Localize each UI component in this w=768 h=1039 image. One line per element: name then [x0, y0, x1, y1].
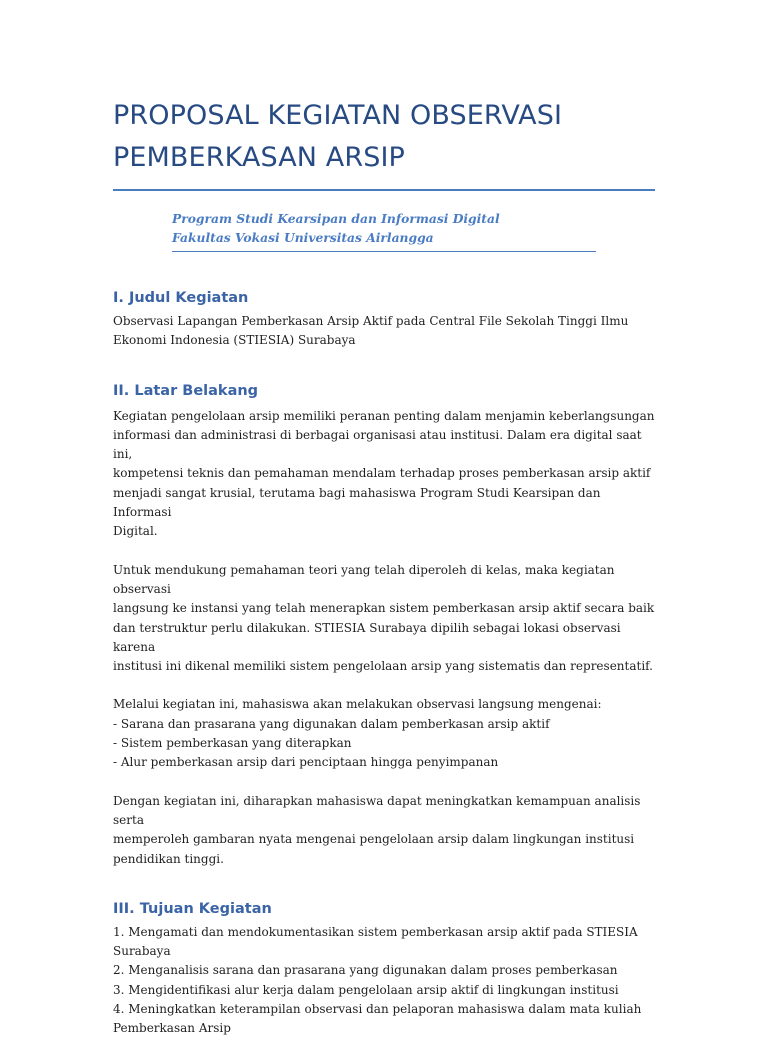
- section-body-tujuan: 1. Mengamati dan mendokumentasikan sistem pemberkasan arsip aktif pada STIESIA Surabaya 2. Menganalisis sarana dan prasarana yang digunakan dalam proses pemberkasan 3. Mengidentifikasi alur kerja dalam pengelolaan arsip aktif di lingkungan institusi 4. Meningkatkan keterampilan observasi dan pelaporan mahasiswa dalam mata kuliah Pemberkasan Arsip: [113, 924, 642, 1036]
- subtitle-faculty: Fakultas Vokasi Universitas Airlangga: [172, 229, 434, 245]
- subtitle-program: Program Studi Kearsipan dan Informasi Digital: [172, 211, 500, 226]
- title-line-2: PEMBERKASAN ARSIP: [113, 142, 405, 173]
- latar-belakang-paragraph-2: Untuk mendukung pemahaman teori yang telah diperoleh di kelas, maka kegiatan observasi langsung ke instansi yang telah menerapkan sistem pemberkasan arsip aktif secara baik dan terstruktur perlu dilakukan. STIESIA Surabaya dipilih sebagai lokasi observasi karena institusi ini dikenal memiliki sistem pengelolaan arsip yang sistematis dan representatif.: [113, 562, 655, 674]
- section-body-judul: Observasi Lapangan Pemberkasan Arsip Aktif pada Central File Sekolah Tinggi Ilmu Ekonomi Indonesia (STIESIA) Surabaya: [113, 314, 629, 348]
- section-heading-tujuan: III. Tujuan Kegiatan: [113, 900, 272, 917]
- latar-belakang-paragraph-1: Kegiatan pengelolaan arsip memiliki peranan penting dalam menjamin keberlangsungan informasi dan administrasi di berbagai organisasi atau institusi. Dalam era digital saat ini, kompetensi teknis dan pemahaman mendalam terhadap proses pemberkasan arsip aktif menjadi sangat krusial, terutama bagi mahasiswa Program Studi Kearsipan dan Informasi Digital.: [113, 408, 655, 539]
- document-subtitle: [172, 210, 596, 247]
- subtitle-divider: [172, 251, 596, 252]
- latar-belakang-paragraph-4: Dengan kegiatan ini, diharapkan mahasiswa dapat meningkatkan kemampuan analisis serta memperoleh gambaran nyata mengenai pengelolaan arsip dalam lingkungan institusi pendidikan tinggi.: [113, 793, 641, 866]
- section-heading-judul: I. Judul Kegiatan: [113, 290, 249, 306]
- latar-belakang-paragraph-3: Melalui kegiatan ini, mahasiswa akan melakukan observasi langsung mengenai: - Sarana dan prasarana yang digunakan dalam pemberkasan arsip aktif - Sistem pemberkasan yang diterapkan - Alur pemberkasan arsip dari penciptaan hingga penyimpanan: [113, 697, 602, 770]
- document-page: [113, 0, 655, 1039]
- title-line-1: PROPOSAL KEGIATAN OBSERVASI: [113, 100, 563, 131]
- title-divider: [113, 189, 655, 191]
- document-title: [113, 0, 655, 179]
- section-heading-latar-belakang: II. Latar Belakang: [113, 382, 259, 399]
